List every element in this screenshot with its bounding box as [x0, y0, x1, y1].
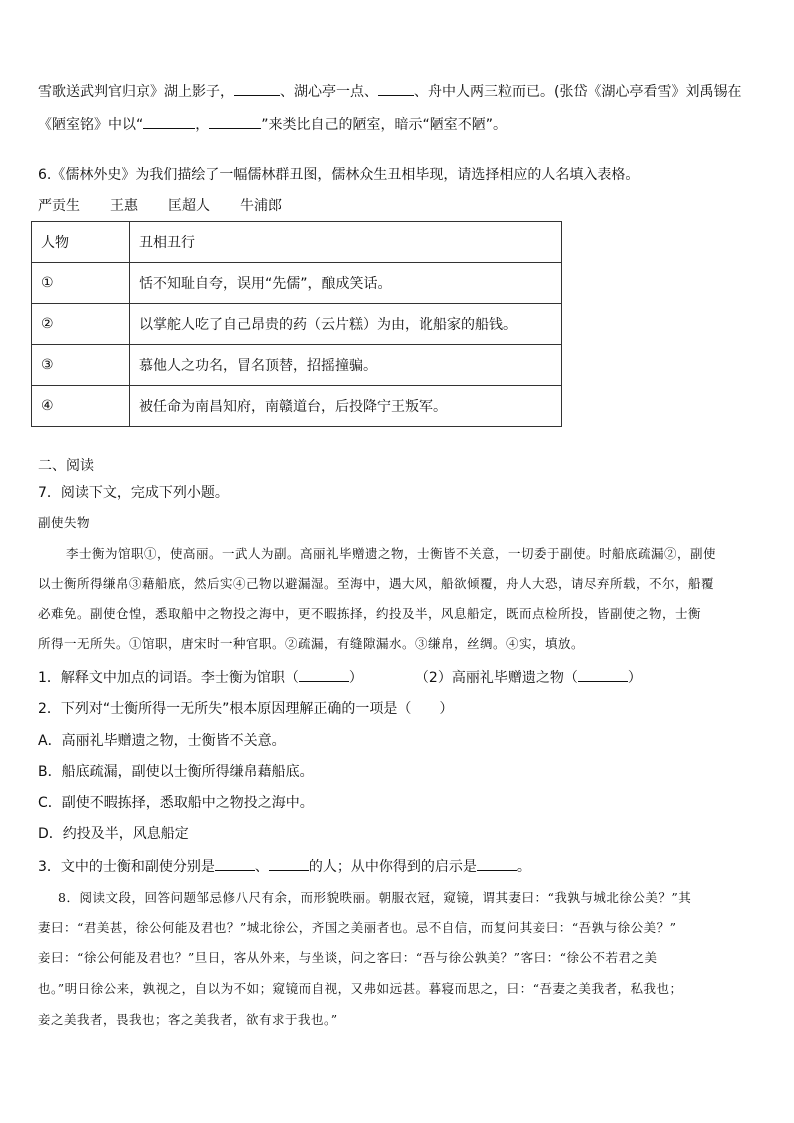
q5-text: 、湖心亭一点、 — [280, 84, 378, 100]
q8-line: 也。”明日徐公来，孰视之，自以为不如；窥镜而自视，又弗如远甚。暮寝而思之，曰：“吾妻之美我者，私我也； — [38, 981, 683, 996]
q6-name-options — [38, 196, 312, 216]
table-cell-desc: 恬不知耻自夸，误用“先儒”，酿成笑话。 — [130, 263, 562, 304]
name-option: 王惠 — [110, 198, 138, 214]
table-row — [32, 386, 562, 427]
name-option: 严贡生 — [38, 198, 80, 214]
table-cell-mark: ② — [32, 304, 130, 345]
table-header-cell: 人物 — [32, 222, 130, 263]
sub1-text: ） — [348, 670, 363, 686]
answer-blank — [209, 114, 261, 129]
q6-table — [31, 221, 562, 427]
table-cell-desc: 慕他人之功名，冒名顶替，招摇撞骗。 — [130, 345, 562, 386]
sub1-text: 1．解释文中加点的词语。李士衡为馆职（ — [38, 670, 299, 686]
q5-text: 《陋室铭》中以“ — [38, 117, 144, 133]
table-cell-mark: ④ — [32, 386, 130, 427]
q5-text: 、舟中人两三粒而已。(张岱《湖心亭看雪》刘禹锡在 — [414, 84, 742, 100]
sub3-text: 3．文中的士衡和副使分别是 — [38, 859, 215, 875]
q8-line: 妻曰：“君美甚，徐公何能及君也？”城北徐公，齐国之美丽者也。忌不自信，而复问其妾曰：“吾孰与徐公美？” — [38, 920, 677, 935]
passage-line: 所得一无所失。①馆职，唐宋时一种官职。②疏漏，有缝隙漏水。③缣帛，丝绸。④实，填放。 — [38, 636, 585, 651]
name-option: 匡超人 — [168, 198, 210, 214]
q7-sub2: 2．下列对“士衡所得一无所失”根本原因理解正确的一项是（ ） — [38, 701, 454, 717]
option-a: A．高丽礼毕赠遗之物，士衡皆不关意。 — [38, 733, 286, 749]
sub1-text: ） — [627, 670, 642, 686]
table-header-cell: 丑相丑行 — [130, 222, 562, 263]
answer-blank — [143, 114, 195, 129]
table-header-row — [32, 222, 562, 263]
passage-line: 必难免。副使仓惶，悉取船中之物投之海中，更不暇拣择，约投及半，风息船定，既而点检所投，皆副使之物，士衡 — [38, 606, 702, 621]
sub3-text: 的人；从中你得到的启示是 — [308, 859, 477, 875]
table-cell-mark: ① — [32, 263, 130, 304]
table-row — [32, 304, 562, 345]
passage-line: 以士衡所得缣帛③藉船底，然后实④己物以避漏湿。至海中，遇大风，船欲倾覆，舟人大恐，请尽弃所载，不尔，船覆 — [38, 576, 715, 591]
answer-blank — [215, 856, 255, 871]
q6-question: 6.《儒林外史》为我们描绘了一幅儒林群丑图，儒林众生丑相毕现，请选择相应的人名填入表格。 — [38, 167, 640, 183]
table-row — [32, 345, 562, 386]
answer-blank — [578, 667, 628, 682]
q5-line-2 — [38, 114, 507, 135]
answer-blank — [378, 81, 414, 96]
answer-blank — [234, 81, 280, 96]
answer-blank — [299, 667, 349, 682]
section-title: 二、阅读 — [38, 458, 94, 474]
answer-blank — [477, 856, 517, 871]
table-cell-desc: 以掌舵人吃了自己昂贵的药（云片糕）为由，讹船家的船钱。 — [130, 304, 562, 345]
q5-text: 雪歌送武判官归京》湖上影子， — [38, 84, 234, 100]
q8-line: 妾之美我者，畏我也；客之美我者，欲有求于我也。” — [38, 1012, 338, 1027]
name-option: 牛浦郎 — [240, 198, 282, 214]
sub3-text: 、 — [254, 859, 269, 875]
option-c: C．副使不暇拣择，悉取船中之物投之海中。 — [38, 795, 314, 811]
q8-line: 妾曰：“徐公何能及君也？”旦日，客从外来，与坐谈，问之客曰：“吾与徐公孰美？”客曰：“徐公不若君之美 — [38, 950, 658, 965]
passage-title: 副使失物 — [38, 515, 91, 530]
q8-line: 8．阅读文段，回答问题邹忌修八尺有余，而形貌昳丽。朝服衣冠，窥镜，谓其妻曰：“我孰与城北徐公美？”其 — [58, 890, 692, 905]
option-d: D．约投及半，风息船定 — [38, 826, 189, 842]
q5-text: ”来类比自己的陋室，暗示“陋室不陋”。 — [261, 117, 508, 133]
passage-line: 李士衡为馆职①，使高丽。一武人为副。高丽礼毕赠遗之物，士衡皆不关意，一切委于副使。时船底疏漏②，副使 — [66, 546, 717, 561]
q7-sub3 — [38, 856, 531, 877]
q7-sub1 — [38, 667, 642, 688]
q5-text: ， — [195, 117, 210, 133]
option-b: B．船底疏漏，副使以士衡所得缣帛藉船底。 — [38, 764, 314, 780]
sub3-text: 。 — [516, 859, 531, 875]
table-cell-desc: 被任命为南昌知府，南赣道台，后投降宁王叛军。 — [130, 386, 562, 427]
table-cell-mark: ③ — [32, 345, 130, 386]
q7-intro: 7．阅读下文，完成下列小题。 — [38, 485, 229, 501]
table-row — [32, 263, 562, 304]
sub1-text: （2）高丽礼毕赠遗之物（ — [414, 670, 578, 686]
answer-blank — [269, 856, 309, 871]
q5-line-1 — [38, 81, 741, 102]
